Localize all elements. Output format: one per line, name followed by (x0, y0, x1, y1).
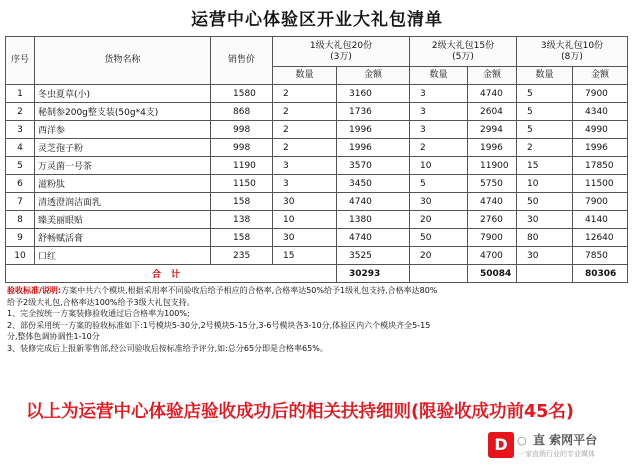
cell-a2: 4740 (468, 193, 517, 211)
header-tier3-title: 3级大礼包10份 (540, 40, 604, 51)
cell-name: 清透澄润洁面乳 (35, 193, 211, 211)
total-a2: 50084 (468, 265, 517, 283)
total-label: 合计 (6, 265, 337, 283)
cell-q3: 10 (517, 175, 573, 193)
header-tier3-sub: (8万) (561, 51, 583, 62)
cell-price: 235 (211, 247, 273, 265)
cell-a2: 7900 (468, 229, 517, 247)
table-row (6, 211, 628, 229)
cell-q2: 30 (410, 193, 468, 211)
cell-a1: 1380 (337, 211, 410, 229)
table-row (6, 139, 628, 157)
notes-line-2: 给予2级大礼包,合格率达100%给予3级大礼包支持。 (7, 297, 195, 307)
watermark-name: 直 索网平台 (533, 433, 598, 447)
cell-price: 1150 (211, 175, 273, 193)
header-tier2-qty: 数量 (410, 67, 468, 85)
cell-price: 138 (211, 211, 273, 229)
watermark (488, 430, 630, 464)
cell-no: 9 (6, 229, 35, 247)
gift-package-table (5, 36, 628, 283)
cell-a1: 4740 (337, 193, 410, 211)
cell-q1: 10 (273, 211, 337, 229)
cell-a1: 3450 (337, 175, 410, 193)
document-title: 运营中心体验区开业大礼包清单 (191, 10, 443, 30)
document-sheet (5, 4, 629, 355)
cell-q2: 2 (410, 139, 468, 157)
header-tier1-qty: 数量 (273, 67, 337, 85)
cell-a1: 3525 (337, 247, 410, 265)
cell-a1: 4740 (337, 229, 410, 247)
cell-a1: 3160 (337, 85, 410, 103)
header-price: 销售价 (211, 37, 273, 85)
cell-a2: 4740 (468, 85, 517, 103)
cell-q3: 5 (517, 85, 573, 103)
cell-q3: 15 (517, 157, 573, 175)
cell-q2: 3 (410, 121, 468, 139)
cell-name: 冬虫夏草(小) (35, 85, 211, 103)
cell-no: 10 (6, 247, 35, 265)
header-seq: 序号 (6, 37, 35, 85)
cell-name: 万灵菌一号茶 (35, 157, 211, 175)
cell-a3: 7850 (573, 247, 628, 265)
total-a3: 80306 (573, 265, 628, 283)
notes-line-5: 分,整体色调协调性1-10分 (7, 332, 100, 342)
notes-line-3: 1、完全按统一方案装修验收通过后合格率为100%; (7, 309, 190, 319)
cell-a1: 1996 (337, 139, 410, 157)
cell-a3: 4340 (573, 103, 628, 121)
cell-no: 5 (6, 157, 35, 175)
notes-line-6: 3、装修完成后上报新零售部,经公司验收后按标准给予评分,如:总分65分即是合格率65%。 (7, 343, 328, 353)
cell-name: 西洋参 (35, 121, 211, 139)
cell-q2: 5 (410, 175, 468, 193)
cell-q3: 5 (517, 121, 573, 139)
cell-a3: 4140 (573, 211, 628, 229)
cell-q3: 30 (517, 247, 573, 265)
cell-no: 4 (6, 139, 35, 157)
cell-a2: 5750 (468, 175, 517, 193)
chat-bubble-icon: ○ (517, 434, 527, 447)
cell-q1: 2 (273, 121, 337, 139)
header-tier2-title: 2级大礼包15份 (431, 40, 495, 51)
table-row (6, 121, 628, 139)
cell-q1: 3 (273, 175, 337, 193)
cell-a1: 1996 (337, 121, 410, 139)
cell-no: 6 (6, 175, 35, 193)
header-tier3 (517, 37, 628, 67)
table-row (6, 85, 628, 103)
cell-a3: 7900 (573, 193, 628, 211)
cell-q3: 30 (517, 211, 573, 229)
cell-a3: 1996 (573, 139, 628, 157)
cell-price: 158 (211, 193, 273, 211)
cell-a2: 1996 (468, 139, 517, 157)
header-tier1-title: 1级大礼包20份 (309, 40, 373, 51)
notes-line-4: 2、部份采用统一方案的验收标准如下:1号模块5-30分,2号模块5-15分,3-6号模块各3-10分,体验区内六个模块齐全5-15 (7, 320, 431, 330)
notes-line-1 (7, 285, 625, 297)
header-tier3-qty: 数量 (517, 67, 573, 85)
cell-a2: 2994 (468, 121, 517, 139)
cell-a1: 1736 (337, 103, 410, 121)
cell-price: 1190 (211, 157, 273, 175)
cell-q1: 2 (273, 139, 337, 157)
cell-no: 3 (6, 121, 35, 139)
cell-a2: 4700 (468, 247, 517, 265)
cell-q2: 3 (410, 103, 468, 121)
notes-label: 验收标准/说明: (7, 286, 62, 295)
table-row (6, 103, 628, 121)
cell-a3: 4990 (573, 121, 628, 139)
header-tier1-amount: 金额 (337, 67, 410, 85)
cell-price: 998 (211, 139, 273, 157)
footer-caption: 以上为运营中心体验店验收成功后的相关扶持细则(限验收成功前45名) (26, 402, 574, 422)
cell-q1: 30 (273, 193, 337, 211)
header-tier2-sub: (5万) (452, 51, 474, 62)
cell-q1: 3 (273, 157, 337, 175)
table-row (6, 157, 628, 175)
watermark-logo-icon: D (488, 432, 514, 458)
cell-q1: 15 (273, 247, 337, 265)
header-tier2 (410, 37, 517, 67)
cell-a3: 12640 (573, 229, 628, 247)
table-body (6, 85, 628, 283)
cell-price: 158 (211, 229, 273, 247)
cell-name: 灵芝孢子粉 (35, 139, 211, 157)
cell-name: 舒畅赋活膏 (35, 229, 211, 247)
cell-q1: 30 (273, 229, 337, 247)
watermark-tagline: 一家直销行业的专业媒体 (518, 450, 595, 458)
cell-q3: 80 (517, 229, 573, 247)
acceptance-notes (5, 283, 627, 355)
cell-name: 滋粉肽 (35, 175, 211, 193)
table-row (6, 229, 628, 247)
cell-a3: 11500 (573, 175, 628, 193)
cell-q1: 2 (273, 85, 337, 103)
header-tier1-sub: (3万) (330, 51, 352, 62)
notes-text-1: 方案中共六个模块,根据采用率不同验收后给予相应的合格率,合格率达50%给予1级礼包支持,合格率达80% (61, 286, 438, 295)
cell-q3: 50 (517, 193, 573, 211)
cell-q3: 2 (517, 139, 573, 157)
cell-price: 998 (211, 121, 273, 139)
cell-name: 口红 (35, 247, 211, 265)
cell-q2: 10 (410, 157, 468, 175)
table-row (6, 175, 628, 193)
table-row (6, 247, 628, 265)
cell-price: 1580 (211, 85, 273, 103)
cell-no: 2 (6, 103, 35, 121)
cell-q2: 50 (410, 229, 468, 247)
cell-no: 8 (6, 211, 35, 229)
cell-a2: 2760 (468, 211, 517, 229)
header-tier1 (273, 37, 410, 67)
total-row (6, 265, 628, 283)
cell-q2: 3 (410, 85, 468, 103)
cell-price: 868 (211, 103, 273, 121)
cell-q2: 20 (410, 211, 468, 229)
cell-q1: 2 (273, 103, 337, 121)
cell-q3: 5 (517, 103, 573, 121)
cell-name: 臻美丽眼贴 (35, 211, 211, 229)
total-a1: 30293 (337, 265, 410, 283)
cell-a3: 7900 (573, 85, 628, 103)
header-tier3-amount: 金额 (573, 67, 628, 85)
cell-name: 秘制参200g整支装(50g*4支) (35, 103, 211, 121)
header-name: 货物名称 (35, 37, 211, 85)
cell-a1: 3570 (337, 157, 410, 175)
cell-q2: 20 (410, 247, 468, 265)
cell-a2: 2604 (468, 103, 517, 121)
cell-a2: 11900 (468, 157, 517, 175)
header-tier2-amount: 金额 (468, 67, 517, 85)
cell-no: 7 (6, 193, 35, 211)
cell-no: 1 (6, 85, 35, 103)
table-header (6, 37, 628, 85)
cell-a3: 17850 (573, 157, 628, 175)
table-row (6, 193, 628, 211)
